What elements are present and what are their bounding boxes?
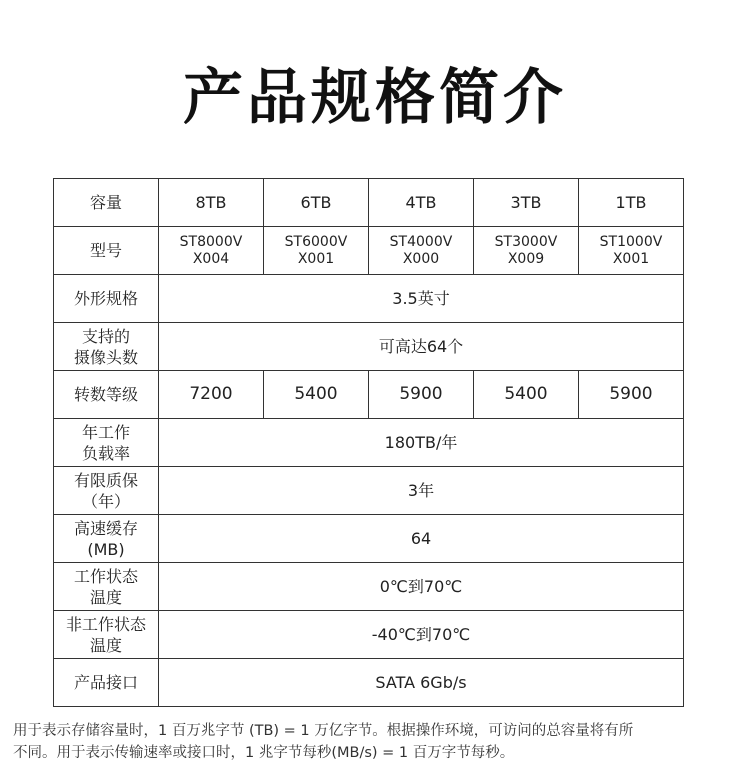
cell-warranty: 3年 [159, 467, 684, 515]
cell-rpm-1: 7200 [159, 371, 264, 419]
cell-model-5: ST1000V X001 [579, 227, 684, 275]
table-row-cameras [54, 323, 684, 371]
table-row-nonoperating-temp [54, 611, 684, 659]
page-title: 产品规格简介 [183, 63, 567, 133]
cell-capacity-4: 3TB [474, 179, 579, 227]
cell-capacity-1: 8TB [159, 179, 264, 227]
table-row-rpm [54, 371, 684, 419]
cell-model-1: ST8000V X004 [159, 227, 264, 275]
table-row-warranty [54, 467, 684, 515]
cell-workload: 180TB/年 [159, 419, 684, 467]
cell-rpm-3: 5900 [369, 371, 474, 419]
row-label-rpm: 转数等级 [54, 371, 159, 419]
table-row-workload [54, 419, 684, 467]
row-label-cache: 高速缓存 (MB) [54, 515, 159, 563]
row-label-capacity: 容量 [54, 179, 159, 227]
table-row-interface [54, 659, 684, 707]
table-row-operating-temp [54, 563, 684, 611]
cell-capacity-5: 1TB [579, 179, 684, 227]
cell-form-factor: 3.5英寸 [159, 275, 684, 323]
footnote-line-1: 用于表示存储容量时，1 百万兆字节 (TB) = 1 万亿字节。根据操作环境，可访问的总容量将有所 [13, 723, 634, 739]
cell-capacity-2: 6TB [264, 179, 369, 227]
table-row-form-factor [54, 275, 684, 323]
row-label-form-factor: 外形规格 [54, 275, 159, 323]
cell-operating-temp: 0℃到70℃ [159, 563, 684, 611]
cell-rpm-5: 5900 [579, 371, 684, 419]
row-label-model: 型号 [54, 227, 159, 275]
cell-cameras: 可高达64个 [159, 323, 684, 371]
row-label-operating-temp: 工作状态 温度 [54, 563, 159, 611]
row-label-nonoperating-temp: 非工作状态 温度 [54, 611, 159, 659]
cell-rpm-4: 5400 [474, 371, 579, 419]
footnote [13, 720, 743, 764]
table-row-model [54, 227, 684, 275]
cell-interface: SATA 6Gb/s [159, 659, 684, 707]
row-label-workload: 年工作 负载率 [54, 419, 159, 467]
table-row-cache [54, 515, 684, 563]
cell-model-3: ST4000V X000 [369, 227, 474, 275]
cell-model-2: ST6000V X001 [264, 227, 369, 275]
cell-model-4: ST3000V X009 [474, 227, 579, 275]
row-label-warranty: 有限质保 （年） [54, 467, 159, 515]
cell-capacity-3: 4TB [369, 179, 474, 227]
table-row-capacity [54, 179, 684, 227]
row-label-interface: 产品接口 [54, 659, 159, 707]
cell-cache: 64 [159, 515, 684, 563]
row-label-cameras: 支持的 摄像头数 [54, 323, 159, 371]
cell-nonoperating-temp: -40℃到70℃ [159, 611, 684, 659]
cell-rpm-2: 5400 [264, 371, 369, 419]
spec-table [53, 178, 684, 707]
footnote-line-2: 不同。用于表示传输速率或接口时，1 兆字节每秒(MB/s) = 1 百万字节每秒。 [13, 745, 515, 761]
